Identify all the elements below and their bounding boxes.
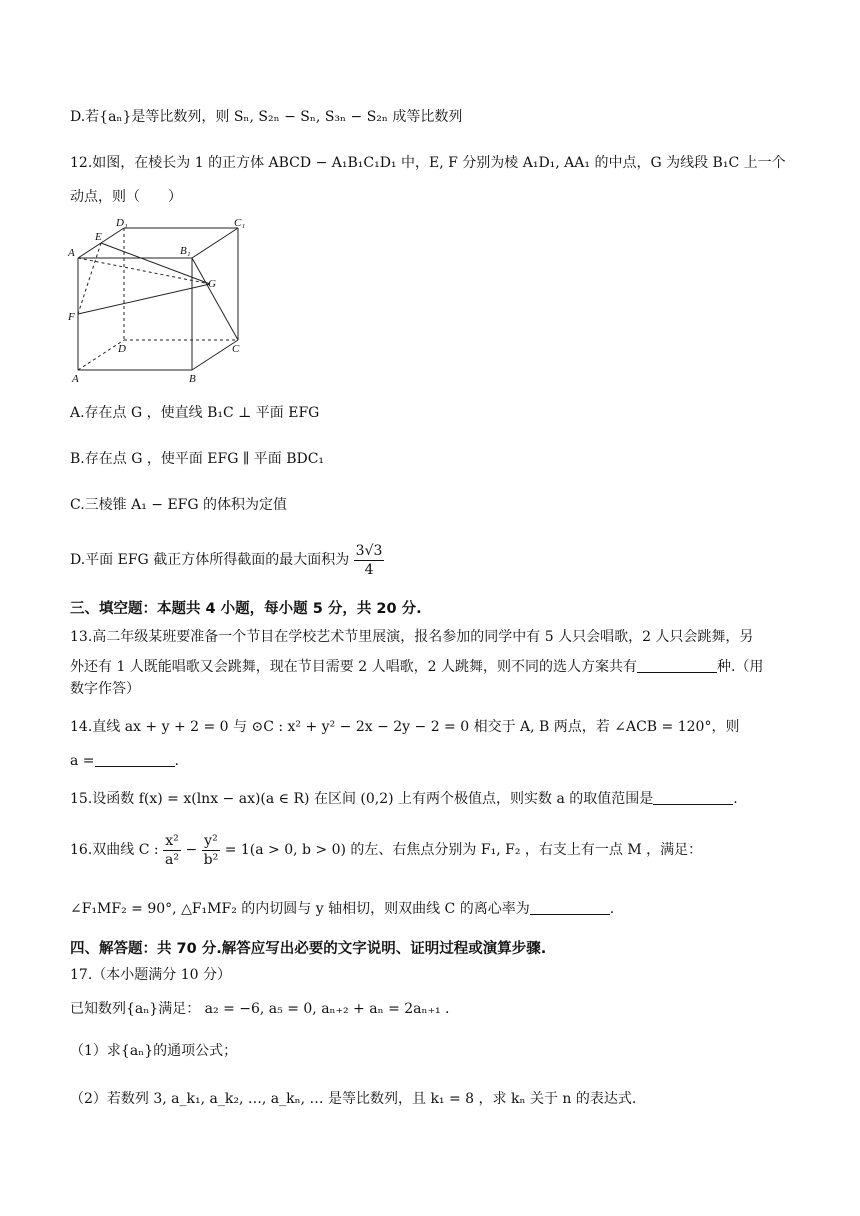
q17-part1: （1）求{aₙ}的通项公式； bbox=[70, 1043, 238, 1059]
q17-header: 17.（本小题满分 10 分） bbox=[70, 967, 231, 983]
fraction-denominator: a² bbox=[165, 851, 180, 868]
q17-stem: 已知数列{aₙ}满足： a₂ = −6, a₅ = 0, aₙ₊₂ + aₙ = 2aₙ₊₁ . bbox=[70, 1001, 450, 1017]
q12-option-b: B.存在点 G ，使平面 EFG ∥ 平面 BDC₁ bbox=[70, 451, 325, 467]
label-b1: B₁ bbox=[180, 245, 191, 257]
q12-option-c: C.三棱锥 A₁ − EFG 的体积为定值 bbox=[70, 497, 288, 513]
q13-line2 bbox=[70, 656, 800, 678]
q14-line1: 14.直线 ax + y + 2 = 0 与 ⊙C : x² + y² − 2x − 2y − 2 = 0 相交于 A, B 两点，若 ∠ACB = 120°，则 bbox=[70, 719, 740, 735]
q14-line2-tail: . bbox=[174, 753, 179, 769]
q15-tail: . bbox=[733, 791, 738, 807]
q14-answer-blank[interactable] bbox=[95, 752, 175, 767]
q11-option-d: D.若{aₙ}是等比数列，则 Sₙ, S₂ₙ − Sₙ, S₃ₙ − S₂ₙ 成等比数列 bbox=[70, 109, 463, 125]
q16-rest: = 1(a > 0, b > 0) 的左、右焦点分别为 F₁, F₂ ，右支上有一点 M ，满足： bbox=[224, 842, 703, 858]
q16-answer-blank[interactable] bbox=[530, 900, 610, 915]
cube-figure bbox=[62, 214, 262, 386]
q12-option-d-fraction bbox=[354, 542, 385, 579]
q12-stem-line1: 12.如图，在棱长为 1 的正方体 ABCD − A₁B₁C₁D₁ 中，E, F 分别为棱 A₁D₁, AA₁ 的中点，G 为线段 B₁C 上一个 bbox=[70, 155, 786, 171]
q16-line2-text: ∠F₁MF₂ = 90°, △F₁MF₂ 的内切圆与 y 轴相切，则双曲线 C 的离心率为 bbox=[70, 901, 530, 917]
label-e: E bbox=[95, 231, 102, 243]
label-c: C bbox=[232, 343, 240, 355]
q15-line bbox=[70, 788, 800, 810]
fraction-denominator: 4 bbox=[364, 561, 374, 578]
q13-line2-tail: 种.（用 bbox=[716, 659, 764, 675]
label-d: D bbox=[118, 343, 126, 355]
q15-answer-blank[interactable] bbox=[653, 790, 733, 805]
q16-fraction-x bbox=[163, 832, 181, 869]
label-a: A bbox=[72, 373, 79, 385]
q12-option-a: A.存在点 G ，使直线 B₁C ⊥ 平面 EFG bbox=[70, 405, 320, 421]
label-d1: D₁ bbox=[116, 217, 128, 229]
section-4-title: 四、解答题：共 70 分.解答应写出必要的文字说明、证明过程或演算步骤. bbox=[70, 941, 547, 957]
q12-option-d bbox=[70, 540, 800, 580]
label-f: F bbox=[68, 311, 75, 323]
fraction-numerator: x² bbox=[163, 832, 181, 851]
q16-prefix: 16.双曲线 C : bbox=[70, 842, 159, 858]
label-b: B bbox=[189, 373, 196, 385]
label-c1: C₁ bbox=[234, 217, 246, 229]
section-3-title: 三、填空题：本题共 4 小题，每小题 5 分，共 20 分. bbox=[70, 601, 422, 617]
q13-line3: 数字作答） bbox=[70, 681, 140, 697]
q13-line1: 13.高二年级某班要准备一个节目在学校艺术节里展演，报名参加的同学中有 5 人只会唱歌，2 人只会跳舞，另 bbox=[70, 629, 754, 645]
q16-line1 bbox=[70, 830, 800, 870]
q13-line2-text: 外还有 1 人既能唱歌又会跳舞，现在节目需要 2 人唱歌，2 人跳舞，则不同的选人方案共有 bbox=[70, 659, 637, 675]
fraction-numerator: 3√3 bbox=[355, 542, 383, 559]
q14-a-equals: a = bbox=[70, 753, 95, 769]
q16-line2-tail: . bbox=[609, 901, 615, 917]
minus-sign: − bbox=[185, 842, 198, 858]
label-a1: A bbox=[68, 247, 75, 259]
q16-fraction-y bbox=[202, 832, 221, 869]
q12-stem-line2: 动点，则（ ） bbox=[70, 189, 182, 205]
q15-text: 15.设函数 f(x) = x(lnx − ax)(a ∈ R) 在区间 (0,2) 上有两个极值点，则实数 a 的取值范围是 bbox=[70, 791, 654, 807]
q14-line2 bbox=[70, 750, 800, 772]
fraction-denominator: b² bbox=[203, 851, 219, 868]
q16-line2 bbox=[70, 898, 800, 920]
fraction-numerator: y² bbox=[202, 832, 221, 851]
label-g: G bbox=[208, 278, 216, 290]
q13-answer-blank[interactable] bbox=[637, 658, 717, 673]
q17-part2: （2）若数列 3, a_k₁, a_k₂, …, a_kₙ, … 是等比数列，且 k₁ = 8 ，求 kₙ 关于 n 的表达式. bbox=[70, 1091, 637, 1107]
q12-option-d-prefix: D.平面 EFG 截正方体所得截面的最大面积为 bbox=[70, 552, 350, 568]
